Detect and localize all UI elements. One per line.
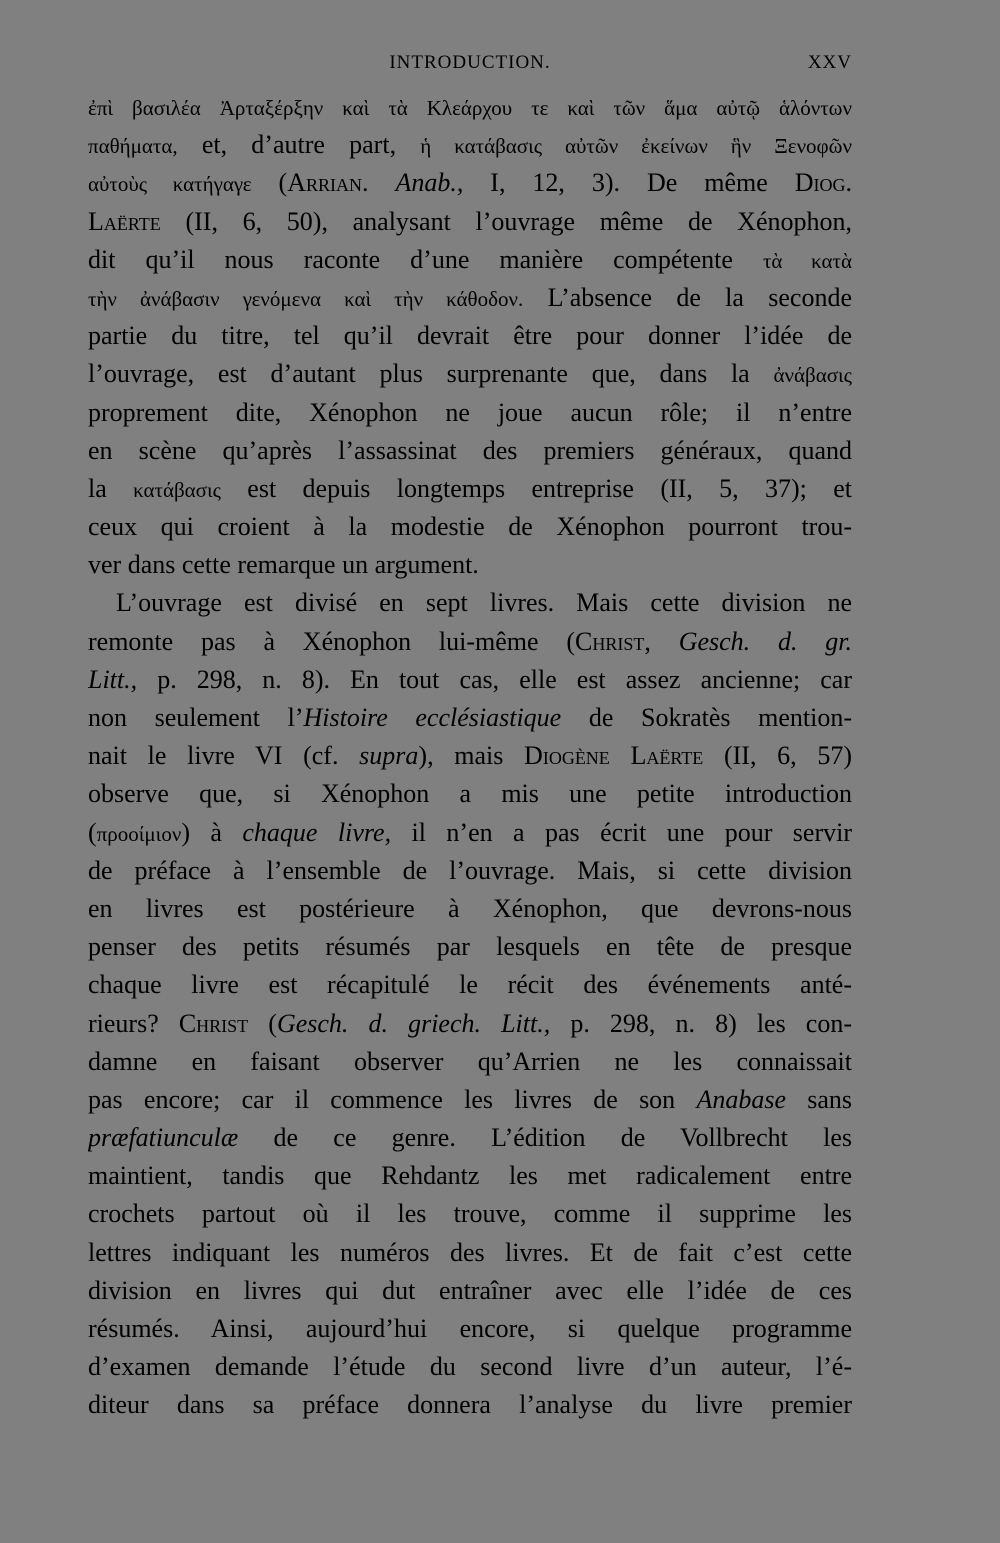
text-line [88,1081,852,1119]
text-line [88,699,852,737]
author-name: Christ [178,1008,249,1038]
text-span: (II, 6, 50), analysant l’ouvrage même de Xénophon, [160,206,852,236]
greek-text: ἀνάβασις [773,363,852,388]
author-name: Arrian. [287,168,369,198]
greek-text: τὴν ἀνάβασιν γενόμενα καὶ τὴν κάθοδον. [88,286,524,311]
text-line: maintient, tandis que Rehdantz les met radicalement entre [88,1161,852,1191]
text-span: pas encore; car il commence les livres de son [88,1084,697,1114]
text-line [88,164,852,202]
text-span: non seulement l’ [88,703,304,732]
text-line [88,737,852,775]
italic-text: supra [359,741,419,771]
text-line: chaque livre est récapitulé le récit des événements anté- [88,970,852,1000]
author-name: Diog. [794,168,852,198]
text-span: ( [248,1008,277,1038]
text-line [88,279,852,317]
running-title: INTRODUCTION. [389,52,551,73]
text-line: crochets partout où il les trouve, comme il supprime les [88,1199,852,1229]
text-line: ver dans cette remarque un argument. [88,550,479,580]
italic-text: chaque livre, [242,817,392,847]
text-line [88,1119,852,1157]
text-span: la [88,473,134,503]
work-title: Litt., [88,664,138,694]
text-line: division en livres qui dut entraîner avec elle l’idée de ces [88,1275,852,1305]
text-line: damne en faisant observer qu’Arrien ne les connaissait [88,1046,852,1076]
text-line: résumés. Ainsi, aujourd’hui encore, si quelque programme [88,1314,852,1343]
text-span: il n’en a pas écrit une pour servir [391,817,852,847]
work-title: Histoire ecclésiastique [303,703,562,732]
text-span: p. 298, n. 8) les con- [550,1008,852,1038]
text-line: ceux qui croient à la modestie de Xénophon pourront trou- [88,512,852,542]
text-line: en livres est postérieure à Xénophon, que devrons-nous [88,893,852,923]
text-span: I, 12, 3). De même [463,168,795,198]
text-span: de ce genre. L’édition de Vollbrecht les [238,1123,852,1153]
text-line: penser des petits résumés par lesquels en tête de presque [88,932,852,962]
text-span: ) à [181,817,243,847]
greek-text: κατάβασις [133,477,221,502]
work-title: Gesch. d. gr. [678,626,852,656]
text-span [369,168,396,197]
text-line [88,1005,852,1043]
text-line [88,126,852,164]
book-page [88,52,852,1425]
text-line [88,203,852,241]
text-span: sans [785,1084,852,1114]
work-title: Gesch. d. griech. Litt., [276,1008,551,1038]
greek-text: τὰ κατὰ [762,248,852,273]
text-span: l’ouvrage, est d’autant plus surprenante que, dans la [88,359,774,389]
text-line [88,88,852,126]
work-title: Anabase [696,1084,786,1114]
text-line [88,814,852,852]
greek-text: ἡ κατάβασις αὐτῶν ἐκείνων ἣν Ξενοφῶν [420,134,852,159]
text-line [88,623,852,661]
text-line [88,470,852,508]
author-name: Laërte [88,206,161,236]
running-header [88,52,852,88]
text-span: remonte pas à Xénophon lui-même ( [88,626,576,656]
text-line [88,661,852,699]
text-line: proprement dite, Xénophon ne joue aucun rôle; il n’entre [88,397,852,427]
text-span: rieurs? [88,1008,179,1038]
text-span: et, d’autre part, [177,130,421,160]
text-span: L’absence de la seconde [523,282,852,312]
text-span: nait le livre VI (cf. [88,741,360,771]
text-line [88,241,852,279]
text-line: en scène qu’après l’assassinat des premiers généraux, quand [88,435,852,465]
text-line: observe que, si Xénophon a mis une petite introduction [88,779,852,809]
text-line: d’examen demande l’étude du second livre d’un auteur, l’é- [88,1352,852,1382]
greek-text: αὐτοὺς κατήγαγε [88,172,252,197]
paragraph-start-line: L’ouvrage est divisé en sept livres. Mais cette division ne [116,588,852,618]
text-span: ( [251,168,288,198]
author-name: Christ, [575,626,651,656]
text-span: (II, 6, 57) [703,741,852,771]
text-span: ( [88,817,97,847]
italic-text: præfatiunculæ [88,1123,239,1153]
text-span [651,627,679,656]
text-line: diteur dans sa préface donnera l’analyse du livre premier [88,1390,852,1420]
greek-text: ἐπὶ βασιλέα Ἀρταξέρξην καὶ τὰ Κλεάρχου τε καὶ τῶν ἅμα αὐτῷ ἁλόντων [88,96,852,120]
text-span: de Sokratès mention- [561,703,852,732]
text-span: p. 298, n. 8). En tout cas, elle est assez ancienne; car [137,664,852,694]
text-line: de préface à l’ensemble de l’ouvrage. Mais, si cette division [88,855,852,885]
text-line: lettres indiquant les numéros des livres. Et de fait c’est cette [88,1237,852,1267]
text-span: ), mais [418,741,525,771]
page-number: XXV [807,52,852,73]
text-line [88,355,852,393]
greek-text: προοίμιον [96,821,182,846]
work-title: Anab., [395,168,464,198]
body-text [88,88,852,1425]
author-name: Diogène Laërte [524,741,704,771]
text-span: dit qu’il nous raconte d’une manière compétente [88,244,763,274]
text-span: est depuis longtemps entreprise (II, 5, 37); et [220,473,852,503]
text-line: partie du titre, tel qu’il devrait être pour donner l’idée de [88,321,852,351]
greek-text: παθήματα, [88,134,178,159]
